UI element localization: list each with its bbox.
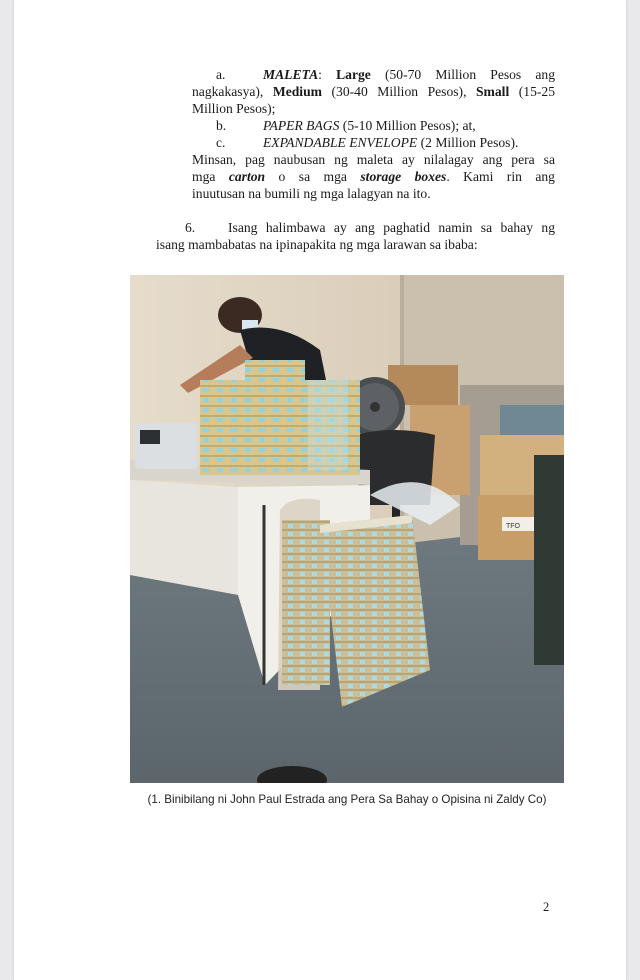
maleta-title: MALETA (263, 67, 319, 82)
note-line1: Minsan, pag naubusan ng maleta ay nilalagay ang pera sa (192, 152, 555, 167)
small-label: Small (476, 84, 510, 99)
list-item-a-line3: Million Pesos); (192, 101, 276, 116)
note-mid: o sa mga (278, 169, 347, 184)
paper-bags-title: PAPER BAGS (263, 118, 340, 133)
page-number: 2 (543, 900, 550, 914)
large-text: (50-70 Million Pesos ang (384, 67, 555, 82)
medium-text: (30-40 Million Pesos), (331, 84, 467, 99)
envelope-title: EXPANDABLE ENVELOPE (263, 135, 418, 150)
note-storage: storage boxes (360, 169, 447, 184)
list-item-a-line1 (263, 67, 555, 84)
paragraph6-line1: Isang halimbawa ay ang paghatid namin sa bahay ng (228, 220, 555, 235)
colon: : (318, 67, 322, 82)
list-marker-a: a. (216, 67, 226, 82)
list-item-c (263, 135, 518, 152)
box-label: TFO (506, 523, 520, 530)
large-label: Large (336, 67, 371, 82)
note-mga: mga (192, 169, 216, 184)
paper-bags-text: (5-10 Million Pesos); at, (342, 118, 476, 133)
medium-label: Medium (272, 84, 322, 99)
list-marker-c: c. (216, 135, 226, 150)
note-carton: carton (228, 169, 266, 184)
line2-pre: nagkakasya), (192, 84, 264, 99)
list-item-a-line2 (192, 84, 555, 101)
money-counter (135, 423, 197, 469)
paragraph-number: 6. (185, 220, 196, 235)
photo-illustration (130, 275, 564, 783)
list-item-b (263, 118, 476, 135)
list-marker-b: b. (216, 118, 227, 133)
photo-caption: (1. Binibilang ni John Paul Estrada ang Pera Sa Bahay o Opisina ni Zaldy Co) (147, 793, 547, 806)
small-text: (15-25 (518, 84, 556, 99)
paragraph6-line2: isang mambabatas na ipinapakita ng mga larawan sa ibaba: (156, 237, 478, 252)
note-line3: inuutusan na bumili ng mga lalagyan na ito. (192, 186, 431, 201)
envelope-text: (2 Million Pesos). (420, 135, 519, 150)
note-line2 (192, 169, 555, 186)
office-photo (130, 275, 564, 783)
note-post: . Kami rin ang (446, 169, 555, 184)
